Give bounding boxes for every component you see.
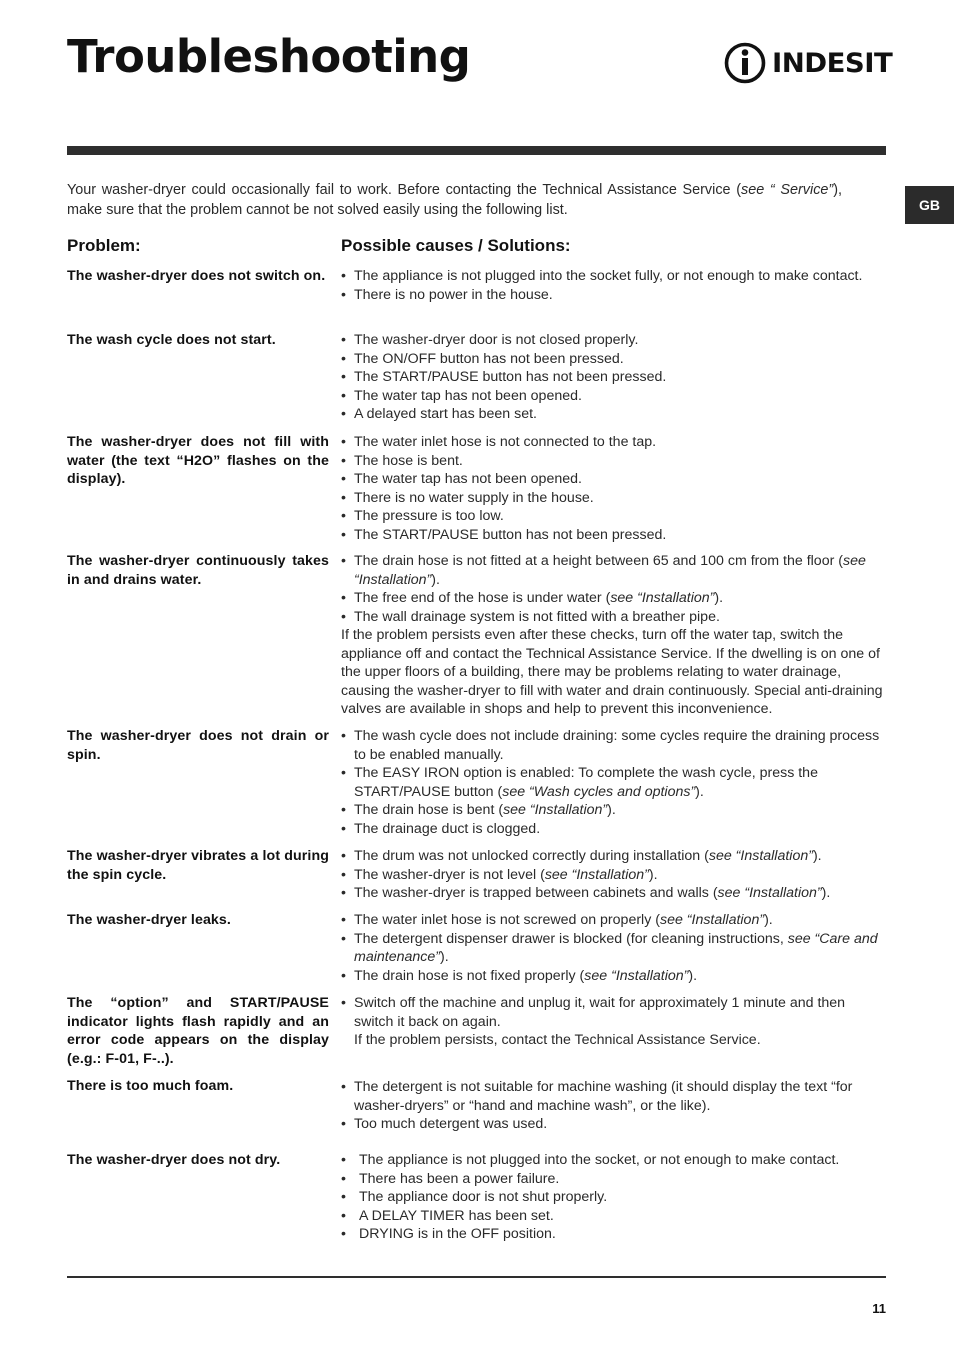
causes-list (341, 1078, 887, 1134)
cause-item: • The appliance is not plugged into the socket fully, or not enough to make contact. (341, 267, 887, 286)
language-tab: GB (905, 186, 954, 224)
cause-item: • Too much detergent was used. (341, 1115, 887, 1134)
page-number: 11 (872, 1301, 886, 1316)
causes-list (341, 331, 887, 424)
cause-item: • The detergent is not suitable for machine washing (it should display the text “for washer-dryers” or “hand and machine wash”, or the like). (341, 1078, 887, 1115)
cause-item: • The washer-dryer is not level (see “Installation”). (341, 866, 887, 885)
indesit-logo-icon (724, 40, 766, 86)
brand-name: INDESIT (772, 47, 893, 79)
cause-item: • The appliance door is not shut properly. (341, 1188, 887, 1207)
problem-column-heading: Problem: (67, 236, 141, 255)
cause-item: • The START/PAUSE button has not been pressed. (341, 368, 887, 387)
cause-item: • The hose is bent. (341, 452, 887, 471)
problem-text: The “option” and START/PAUSE indicator lights flash rapidly and an error code appears on the display (e.g.: F-01, F-..). (67, 995, 329, 1067)
causes-list (341, 552, 887, 719)
cause-item: • The wash cycle does not include draining: some cycles require the draining process to be enabled manually. (341, 727, 887, 764)
causes-list (341, 994, 887, 1050)
cause-item: • A DELAY TIMER has been set. (341, 1207, 887, 1226)
footer-rule (67, 1276, 886, 1278)
brand-logo (724, 40, 893, 86)
problem-text: The washer-dryer does not fill with water (the text “H2O” flashes on the display). (67, 434, 329, 487)
cause-item: • The washer-dryer is trapped between cabinets and walls (see “Installation”). (341, 884, 887, 903)
cause-note: If the problem persists, contact the Technical Assistance Service. (354, 1032, 761, 1048)
cause-item: • The wall drainage system is not fitted with a breather pipe. (341, 608, 887, 627)
cause-item: • The water inlet hose is not connected to the tap. (341, 433, 887, 452)
problem-text: The washer-dryer does not switch on. (67, 268, 326, 284)
problem-text: The washer-dryer vibrates a lot during the spin cycle. (67, 848, 329, 883)
cause-item: • There has been a power failure. (341, 1170, 887, 1189)
cause-item: • A delayed start has been set. (341, 405, 887, 424)
causes-list (341, 727, 887, 838)
cause-item: • The drain hose is bent (see “Installation”). (341, 801, 887, 820)
causes-column-heading: Possible causes / Solutions: (341, 236, 571, 255)
cause-item: • The appliance is not plugged into the socket, or not enough to make contact. (341, 1151, 887, 1170)
cause-item: • The detergent dispenser drawer is blocked (for cleaning instructions, see “Care and maintenance”). (341, 930, 887, 967)
page-title: Troubleshooting (67, 30, 471, 83)
problem-text: The washer-dryer does not dry. (67, 1152, 281, 1168)
cause-item: • The free end of the hose is under water (see “Installation”). (341, 589, 887, 608)
cause-item: • Switch off the machine and unplug it, wait for approximately 1 minute and then switch it back on again. (341, 994, 887, 1031)
problem-text: The wash cycle does not start. (67, 332, 276, 348)
cause-paragraph: If the problem persists even after these checks, turn off the water tap, switch the appliance off and contact the Technical Assistance Service. If the dwelling is on one of the upper floors of a building, there may be problems relating to water drainage, causing the washer-dryer to fill with water and drain continuously. Special anti-draining valves are available in shops and help to prevent this inconvenience. (341, 627, 883, 717)
causes-list (341, 1151, 887, 1244)
cause-item: • There is no power in the house. (341, 286, 887, 305)
cause-item: • The EASY IRON option is enabled: To complete the wash cycle, press the START/PAUSE button (see “Wash cycles and options”). (341, 764, 887, 801)
problem-text: There is too much foam. (67, 1078, 234, 1094)
cause-item: • The pressure is too low. (341, 507, 887, 526)
cause-item: • There is no water supply in the house. (341, 489, 887, 508)
cause-item: • The ON/OFF button has not been pressed. (341, 350, 887, 369)
cause-item: • The washer-dryer door is not closed properly. (341, 331, 887, 350)
problem-text: The washer-dryer does not drain or spin. (67, 728, 329, 763)
cause-item: • The drain hose is not fitted at a height between 65 and 100 cm from the floor (see “Installation”). (341, 552, 887, 589)
cause-item: • The water inlet hose is not screwed on properly (see “Installation”). (341, 911, 887, 930)
header-rule (67, 146, 886, 155)
cause-item: • The drainage duct is clogged. (341, 820, 887, 839)
cause-item: • The drum was not unlocked correctly during installation (see “Installation”). (341, 847, 887, 866)
problem-text: The washer-dryer continuously takes in and drains water. (67, 553, 329, 588)
cause-item: • The START/PAUSE button has not been pressed. (341, 526, 887, 545)
causes-list (341, 847, 887, 903)
causes-list (341, 267, 887, 304)
cause-item: • The water tap has not been opened. (341, 387, 887, 406)
causes-list (341, 433, 887, 544)
intro-paragraph: Your washer-dryer could occasionally fail to work. Before contacting the Technical Assistance Service (see “ Service”), make sure that the problem cannot be not solved easily using the following list. (67, 182, 842, 218)
causes-list (341, 911, 887, 985)
cause-item: • DRYING is in the OFF position. (341, 1225, 887, 1244)
cause-item: • The drain hose is not fixed properly (see “Installation”). (341, 967, 887, 986)
cause-item: • The water tap has not been opened. (341, 470, 887, 489)
problem-text: The washer-dryer leaks. (67, 912, 231, 928)
